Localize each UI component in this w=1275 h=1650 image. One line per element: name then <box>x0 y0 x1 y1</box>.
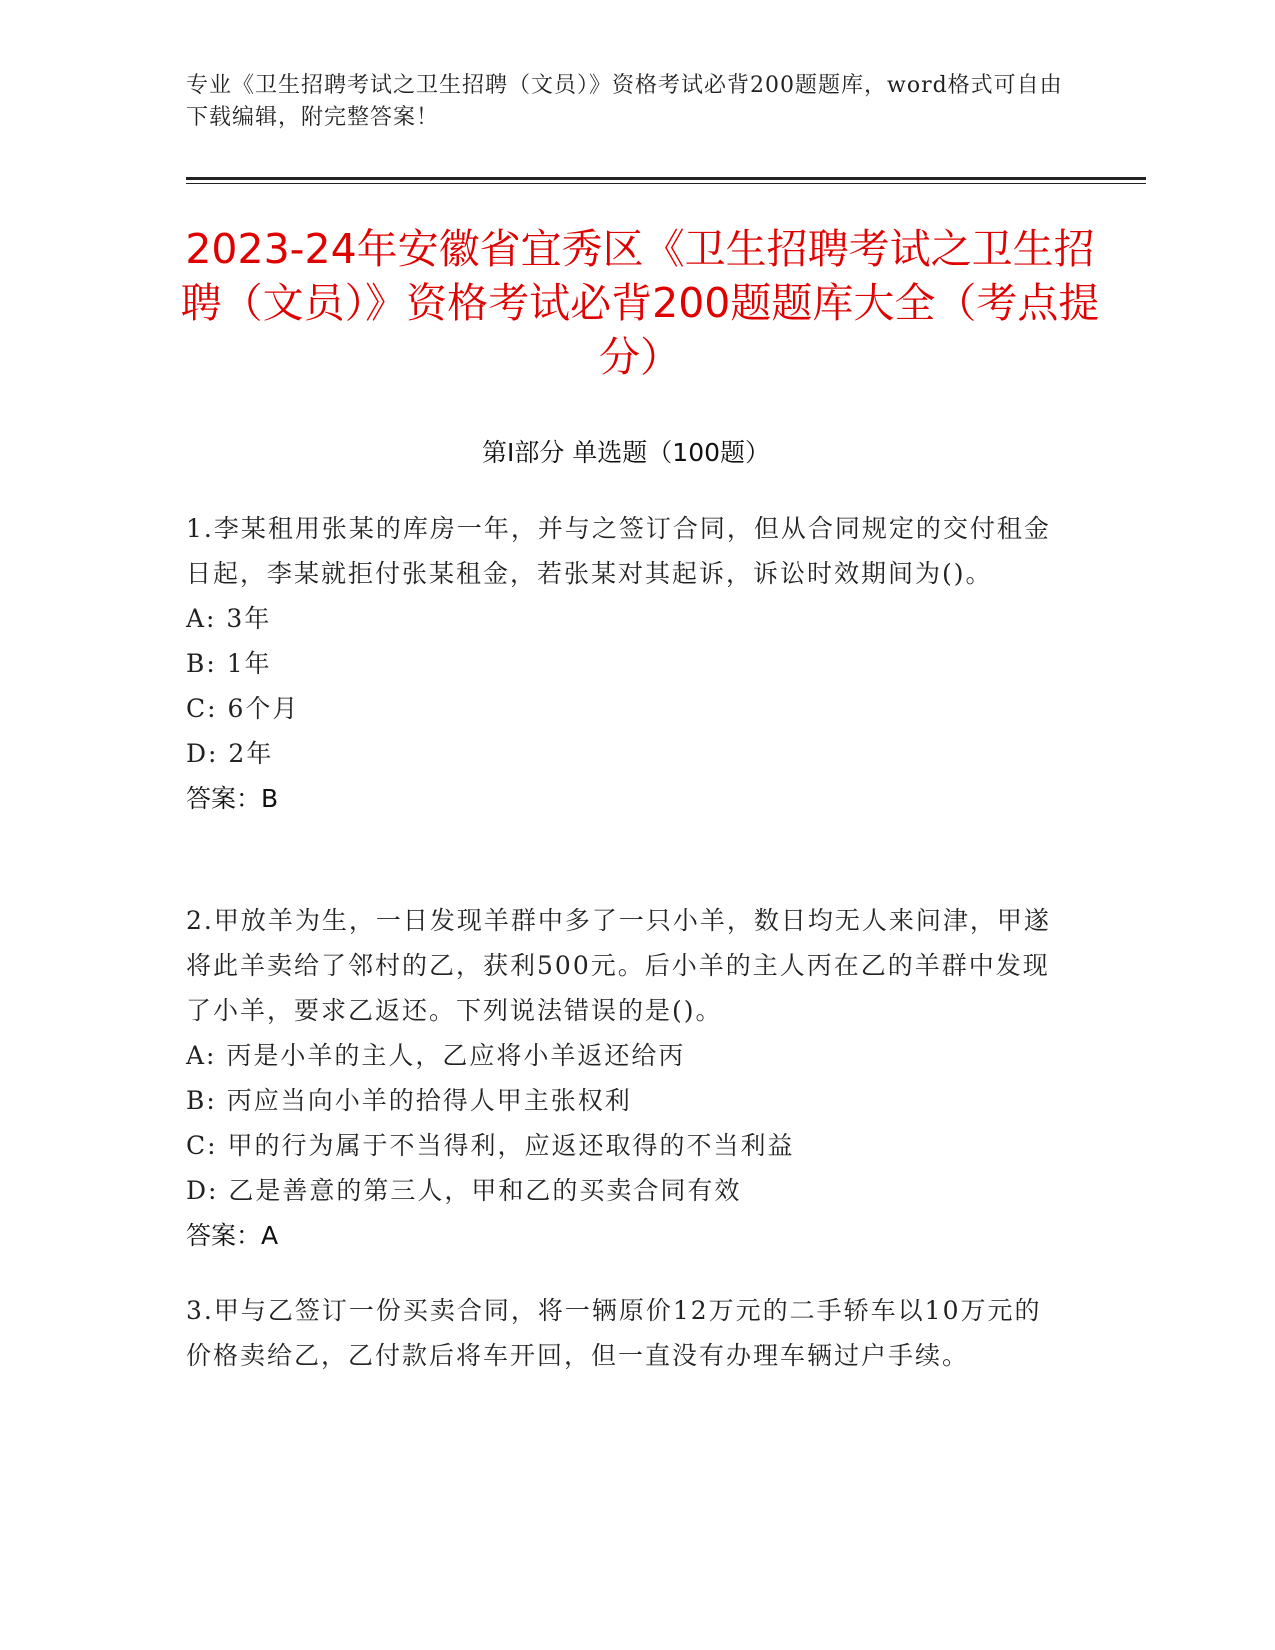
question-text: 3.甲与乙签订一份买卖合同，将一辆原价12万元的二手轿车以10万元的价格卖给乙，乙付款后将车开回，但一直没有办理车辆过户手续。 <box>186 1296 1042 1370</box>
question-text: 1.李某租用张某的库房一年，并与之签订合同，但从合同规定的交付租金日起，李某就拒付张某租金，若张某对其起诉，诉讼时效期间为()。 <box>186 514 1051 588</box>
option-b: B: 丙应当向小羊的拾得人甲主张权利 <box>186 1086 632 1115</box>
option-d: D: 2年 <box>186 739 274 768</box>
header-divider-thick <box>186 177 1146 180</box>
option-d: D: 乙是善意的第三人，甲和乙的买卖合同有效 <box>186 1176 742 1205</box>
header-note: 专业《卫生招聘考试之卫生招聘（文员）》资格考试必背200题题库，word格式可自由下载编辑，附完整答案！ <box>186 73 1063 130</box>
answer-line: 答案：B <box>186 784 279 813</box>
option-a: A: 3年 <box>186 604 272 633</box>
question-2 <box>186 898 1066 1258</box>
option-b: B: 1年 <box>186 649 272 678</box>
header-divider-thin <box>186 183 1146 184</box>
section-title: 第I部分 单选题（100题） <box>481 438 771 467</box>
option-c: C: 6个月 <box>186 694 300 723</box>
question-3 <box>186 1288 1066 1378</box>
document-title: 2023-24年安徽省宜秀区《卫生招聘考试之卫生招聘（文员）》资格考试必背200题题库大全（考点提分） <box>180 225 1100 381</box>
question-1 <box>186 506 1066 821</box>
question-text: 2.甲放羊为生，一日发现羊群中多了一只小羊，数日均无人来问津，甲遂将此羊卖给了邻村的乙，获利500元。后小羊的主人丙在乙的羊群中发现了小羊，要求乙返还。下列说法错误的是()。 <box>186 906 1051 1025</box>
option-a: A: 丙是小羊的主人，乙应将小羊返还给丙 <box>186 1041 686 1070</box>
option-c: C: 甲的行为属于不当得利，应返还取得的不当利益 <box>186 1131 795 1160</box>
answer-line: 答案：A <box>186 1221 279 1250</box>
